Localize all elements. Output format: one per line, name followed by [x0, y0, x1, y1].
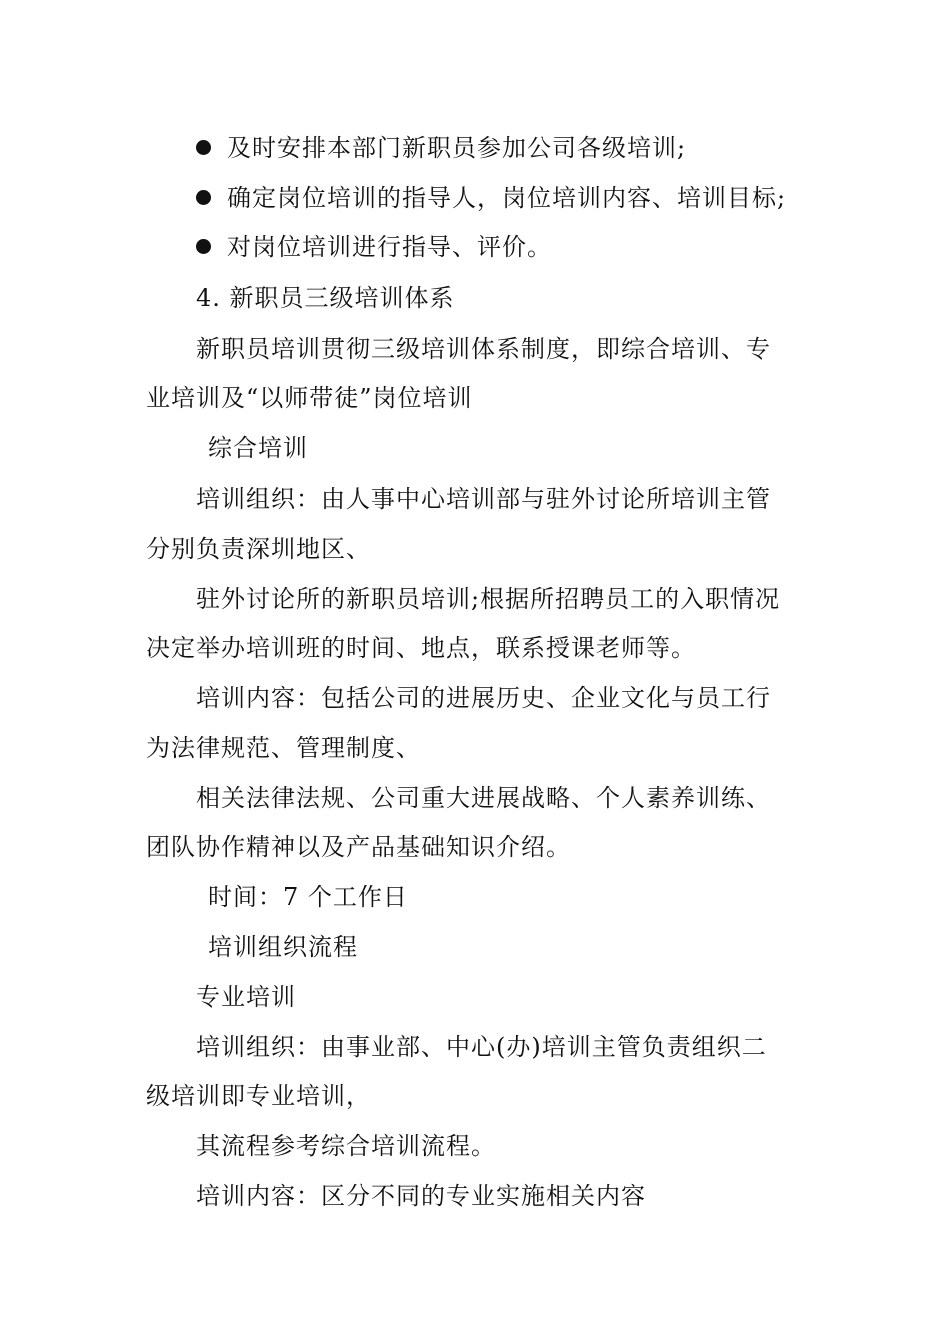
subsection-heading: 综合培训 — [208, 434, 308, 462]
bullet-item — [196, 132, 686, 164]
paragraph-line: 培训内容：区分不同的专业实施相关内容 — [196, 1182, 646, 1210]
paragraph-line: 级培训即专业培训， — [146, 1082, 371, 1110]
paragraph-line: 驻外讨论所的新职员培训;根据所招聘员工的入职情况 — [196, 585, 781, 613]
paragraph-line: 为法律规范、管理制度、 — [146, 734, 421, 762]
bullet-item — [196, 231, 552, 263]
intro-line: 业培训及“以师带徒”岗位培训 — [146, 384, 473, 412]
paragraph-line: 团队协作精神以及产品基础知识介绍。 — [146, 833, 571, 861]
bullet-text: 确定岗位培训的指导人，岗位培训内容、培训目标; — [227, 184, 787, 212]
paragraph-line: 分别负责深圳地区、 — [146, 535, 371, 563]
flow-heading: 培训组织流程 — [208, 933, 358, 961]
paragraph-line: 决定举办培训班的时间、地点，联系授课老师等。 — [146, 634, 696, 662]
intro-line: 新职员培训贯彻三级培训体系制度，即综合培训、专 — [196, 335, 771, 363]
bullet-dot-icon — [196, 190, 211, 205]
section-title: 4. 新职员三级培训体系 — [196, 284, 455, 312]
paragraph-line: 培训内容：包括公司的进展历史、企业文化与员工行 — [196, 684, 771, 712]
bullet-dot-icon — [196, 239, 211, 254]
paragraph-line: 培训组织：由人事中心培训部与驻外讨论所培训主管 — [196, 485, 771, 513]
time-line: 时间：7 个工作日 — [208, 883, 408, 911]
paragraph-line: 其流程参考综合培训流程。 — [196, 1132, 496, 1160]
bullet-item — [196, 182, 786, 214]
paragraph-line: 相关法律法规、公司重大进展战略、个人素养训练、 — [196, 784, 771, 812]
bullet-text: 及时安排本部门新职员参加公司各级培训; — [227, 134, 687, 162]
subsection-heading: 专业培训 — [196, 983, 296, 1011]
bullet-dot-icon — [196, 140, 211, 155]
paragraph-line: 培训组织：由事业部、中心(办)培训主管负责组织二 — [196, 1033, 767, 1061]
bullet-text: 对岗位培训进行指导、评价。 — [227, 233, 552, 261]
